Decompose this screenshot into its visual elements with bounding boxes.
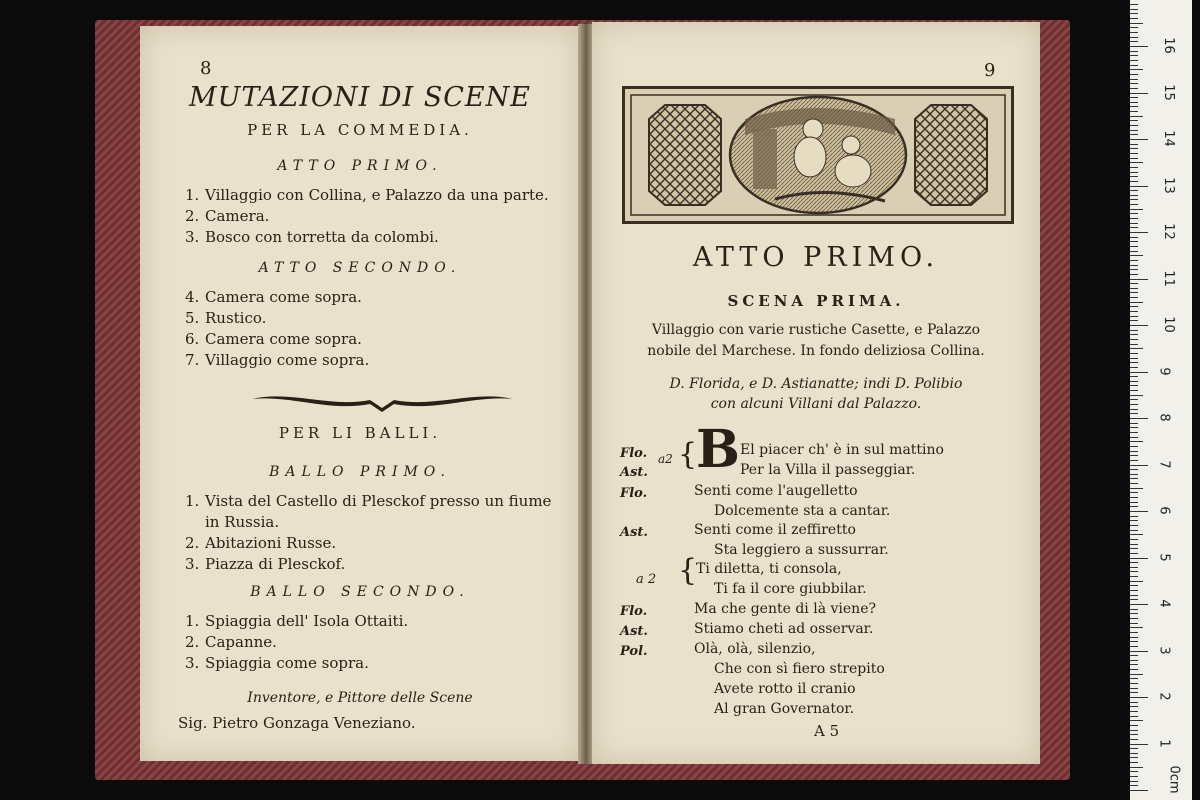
- ruler-tick: [1130, 716, 1138, 717]
- ruler-tick: [1130, 706, 1138, 707]
- ruler-tick: [1130, 37, 1138, 38]
- ruler-tick: [1130, 785, 1138, 786]
- credit-role: Inventore, e Pittore delle Scene: [247, 690, 473, 706]
- ruler-tick: [1130, 558, 1148, 559]
- ballo2-heading: BALLO SECONDO.: [250, 584, 470, 600]
- ruler-label: 14: [1160, 130, 1176, 147]
- list-item: 3. Spiaggia come sopra.: [185, 654, 369, 672]
- ruler-tick: [1130, 688, 1138, 689]
- ruler-tick: [1130, 265, 1138, 266]
- ruler-tick: [1130, 660, 1138, 661]
- page-number: 8: [200, 58, 212, 79]
- ruler-tick: [1130, 506, 1138, 507]
- ruler-label: 13: [1160, 176, 1176, 194]
- ruler-label: 15: [1160, 83, 1176, 101]
- verse-line: Ti diletta, ti consola,: [696, 561, 842, 577]
- ruler-tick: [1130, 41, 1138, 42]
- ruler-tick: [1130, 474, 1138, 475]
- ruler-tick: [1130, 744, 1148, 745]
- ruler-tick: [1130, 641, 1138, 642]
- ruler-tick: [1130, 186, 1148, 187]
- ruler-tick: [1130, 437, 1138, 438]
- ruler-tick: [1130, 102, 1138, 103]
- subtitle: PER LA COMMEDIA.: [247, 121, 473, 139]
- verse-line: Sta leggiero a sussurrar.: [714, 542, 889, 558]
- ruler-tick: [1130, 757, 1138, 758]
- ruler-label: 4: [1156, 599, 1172, 608]
- list-item: 6. Camera come sopra.: [185, 330, 362, 348]
- characters-line: con alcuni Villani dal Palazzo.: [710, 396, 922, 412]
- ruler-tick: [1130, 148, 1138, 149]
- ruler-tick: [1130, 4, 1138, 5]
- ruler-tick: [1130, 181, 1138, 182]
- speaker: Flo.: [620, 446, 648, 461]
- ruler-tick: [1130, 246, 1138, 247]
- ruler-tick: [1130, 176, 1138, 177]
- ruler-tick: [1130, 274, 1138, 275]
- ruler-tick: [1130, 646, 1138, 647]
- ruler-tick: [1130, 83, 1138, 84]
- ruler-tick: [1130, 465, 1148, 466]
- speaker: Ast.: [620, 525, 648, 540]
- ruler-tick: [1130, 525, 1138, 526]
- ruler-tick: [1130, 320, 1138, 321]
- left-page: [140, 26, 580, 761]
- ruler-tick: [1130, 669, 1138, 670]
- verse-line: Avete rotto il cranio: [714, 681, 856, 697]
- verse-line: Ma che gente di là viene?: [694, 601, 876, 617]
- credit-name: Sig. Pietro Gonzaga Veneziano.: [178, 714, 416, 732]
- characters-line: D. Florida, e D. Astianatte; indi D. Polibio: [669, 376, 963, 392]
- ruler-tick: [1130, 711, 1138, 712]
- ruler-tick: [1130, 623, 1138, 624]
- list-item: 1. Spiaggia dell' Isola Ottaiti.: [185, 612, 409, 630]
- ruler-tick: [1130, 590, 1138, 591]
- ruler-tick: [1130, 144, 1138, 145]
- ruler-tick: [1130, 776, 1138, 777]
- list-item: 1. Villaggio con Collina, e Palazzo da una parte.: [185, 186, 549, 204]
- ruler-label: 12: [1160, 223, 1176, 240]
- verse-line: Stiamo cheti ad osservar.: [694, 621, 874, 637]
- ruler-tick: [1130, 339, 1138, 340]
- ruler-tick: [1130, 334, 1138, 335]
- ruler-tick: [1130, 162, 1143, 163]
- page-number: 9: [984, 60, 996, 81]
- ornament-divider: [250, 386, 515, 412]
- ruler-tick: [1130, 544, 1138, 545]
- ruler-tick: [1130, 781, 1138, 782]
- speaker: Pol.: [620, 644, 648, 659]
- ruler-tick: [1130, 460, 1138, 461]
- ruler-tick: [1130, 418, 1148, 419]
- ruler-tick: [1130, 381, 1138, 382]
- verse-line: Per la Villa il passeggiar.: [740, 462, 916, 478]
- ruler-tick: [1130, 32, 1138, 33]
- brace-icon: {: [678, 553, 698, 588]
- ruler-tick: [1130, 153, 1138, 154]
- ruler-tick: [1130, 376, 1138, 377]
- ruler-label: 9: [1156, 366, 1172, 376]
- ruler-tick: [1130, 451, 1138, 452]
- verse-line: Al gran Governator.: [714, 701, 855, 717]
- ruler-tick: [1130, 441, 1143, 442]
- ruler-tick: [1130, 404, 1138, 405]
- ruler-tick: [1130, 344, 1138, 345]
- ruler-tick: [1130, 51, 1138, 52]
- ruler-tick: [1130, 516, 1138, 517]
- ruler-tick: [1130, 297, 1138, 298]
- ruler-tick: [1130, 213, 1138, 214]
- ruler-tick: [1130, 199, 1138, 200]
- ruler-tick: [1130, 269, 1138, 270]
- ruler-tick: [1130, 409, 1138, 410]
- list-item: in Russia.: [205, 513, 280, 531]
- ruler-tick: [1130, 23, 1143, 24]
- speaker: a 2: [636, 572, 657, 587]
- ruler-tick: [1130, 292, 1138, 293]
- ruler-tick: [1130, 702, 1138, 703]
- ruler-tick: [1130, 423, 1138, 424]
- verse-line: Senti come il zeffiretto: [694, 522, 856, 538]
- signature-mark: A 5: [814, 722, 840, 740]
- ruler-tick: [1130, 585, 1138, 586]
- ruler-label: 5: [1156, 552, 1172, 562]
- ruler-tick: [1130, 209, 1143, 210]
- list-item: 1. Vista del Castello di Plesckof presso un fiume: [185, 492, 552, 510]
- ruler-tick: [1130, 488, 1143, 489]
- ruler-tick: [1130, 353, 1138, 354]
- page-title: MUTAZIONI DI SCENE: [189, 82, 531, 113]
- ruler-tick: [1130, 65, 1138, 66]
- ruler-tick: [1130, 678, 1138, 679]
- ruler-tick: [1130, 223, 1138, 224]
- brace-icon: {: [678, 437, 698, 472]
- ruler-tick: [1130, 627, 1143, 628]
- ruler-tick: [1130, 55, 1138, 56]
- list-item: 3. Bosco con torretta da colombi.: [185, 228, 439, 246]
- verse-line: Olà, olà, silenzio,: [694, 641, 816, 657]
- ruler-tick: [1130, 767, 1143, 768]
- ruler-tick: [1130, 530, 1138, 531]
- ruler-tick: [1130, 553, 1138, 554]
- ruler-tick: [1130, 534, 1143, 535]
- ruler-tick: [1130, 93, 1148, 94]
- ruler-tick: [1130, 762, 1138, 763]
- ruler-tick: [1130, 618, 1138, 619]
- ruler-tick: [1130, 251, 1138, 252]
- ruler-tick: [1130, 241, 1138, 242]
- setting-line: nobile del Marchese. In fondo deliziosa Collina.: [647, 343, 985, 359]
- measuring-ruler: [1130, 0, 1192, 800]
- ruler-tick: [1130, 576, 1138, 577]
- ruler-tick: [1130, 362, 1138, 363]
- ruler-tick: [1130, 599, 1138, 600]
- setting-line: Villaggio con varie rustiche Casette, e Palazzo: [651, 322, 981, 338]
- ruler-label: 11: [1160, 269, 1176, 287]
- ruler-tick: [1130, 581, 1143, 582]
- ruler-tick: [1130, 651, 1148, 652]
- speaker: Flo.: [620, 604, 648, 619]
- ruler-tick: [1130, 190, 1138, 191]
- list-item: 2. Abitazioni Russe.: [185, 534, 337, 552]
- ruler-tick: [1130, 478, 1138, 479]
- ruler-tick: [1130, 325, 1148, 326]
- ruler-tick: [1130, 446, 1138, 447]
- verse-line: Dolcemente sta a cantar.: [714, 503, 891, 519]
- ruler-tick: [1130, 655, 1138, 656]
- ruler-tick: [1130, 604, 1148, 605]
- list-item: 3. Piazza di Plesckof.: [185, 555, 346, 573]
- ruler-tick: [1130, 385, 1138, 386]
- ruler-tick: [1130, 637, 1138, 638]
- ruler-tick: [1130, 753, 1138, 754]
- speaker: Ast.: [620, 624, 648, 639]
- ruler-tick: [1130, 139, 1148, 140]
- ruler-tick: [1130, 697, 1148, 698]
- ruler-label: 10: [1160, 316, 1176, 333]
- ruler-tick: [1130, 571, 1138, 572]
- ruler-tick: [1130, 260, 1138, 261]
- balli-heading: PER LI BALLI.: [278, 424, 442, 442]
- ruler-tick: [1130, 720, 1143, 721]
- ruler-tick: [1130, 134, 1138, 135]
- ruler-tick: [1130, 562, 1138, 563]
- act-title: ATTO PRIMO.: [692, 242, 940, 273]
- ruler-tick: [1130, 520, 1138, 521]
- ruler-tick: [1130, 227, 1138, 228]
- ruler-tick: [1130, 106, 1138, 107]
- act2-heading: ATTO SECONDO.: [258, 260, 462, 276]
- drop-cap: B: [696, 419, 740, 480]
- ruler-tick: [1130, 395, 1143, 396]
- ballo1-heading: BALLO PRIMO.: [269, 464, 451, 480]
- ruler-tick: [1130, 372, 1148, 373]
- ruler-tick: [1130, 469, 1138, 470]
- ruler-label: 7: [1156, 459, 1172, 469]
- ruler-tick: [1130, 288, 1138, 289]
- ruler-label: 2: [1156, 692, 1172, 701]
- ruler-tick: [1130, 692, 1138, 693]
- ruler-tick: [1130, 27, 1138, 28]
- ruler-tick: [1130, 69, 1143, 70]
- ruler-tick: [1130, 120, 1138, 121]
- ruler-tick: [1130, 158, 1138, 159]
- ruler-tick: [1130, 9, 1138, 10]
- verse-line: Che con sì fiero strepito: [714, 661, 885, 677]
- ruler-tick: [1130, 88, 1138, 89]
- ruler-tick: [1130, 311, 1138, 312]
- ruler-tick: [1130, 167, 1138, 168]
- ruler-tick: [1130, 492, 1138, 493]
- ruler-tick: [1130, 279, 1148, 280]
- ruler-tick: [1130, 46, 1148, 47]
- ruler-tick: [1130, 237, 1138, 238]
- list-item: 2. Camera.: [185, 207, 270, 225]
- ruler-tick: [1130, 748, 1138, 749]
- ruler-label: 16: [1160, 37, 1176, 54]
- ruler-tick: [1130, 483, 1138, 484]
- verse-line: Senti come l'augelletto: [694, 483, 858, 499]
- ruler-tick: [1130, 511, 1148, 512]
- ruler-tick: [1130, 204, 1138, 205]
- verse-line: El piacer ch' è in sul mattino: [740, 442, 944, 458]
- ruler-tick: [1130, 172, 1138, 173]
- scene-heading: SCENA PRIMA.: [727, 292, 905, 310]
- right-page-text: [592, 0, 1040, 800]
- act1-heading: ATTO PRIMO.: [277, 158, 443, 174]
- list-item: 7. Villaggio come sopra.: [185, 351, 370, 369]
- ruler-tick: [1130, 13, 1138, 14]
- ruler-label: 0cm: [1166, 765, 1182, 794]
- ruler-tick: [1130, 330, 1138, 331]
- ruler-tick: [1130, 739, 1138, 740]
- ruler-tick: [1130, 664, 1138, 665]
- list-item: 2. Capanne.: [185, 633, 277, 651]
- ruler-tick: [1130, 502, 1138, 503]
- ruler-tick: [1130, 427, 1138, 428]
- list-item: 5. Rustico.: [185, 309, 267, 327]
- ruler-tick: [1130, 306, 1138, 307]
- ruler-tick: [1130, 609, 1138, 610]
- speaker: Ast.: [620, 465, 648, 480]
- ruler-tick: [1130, 771, 1138, 772]
- ruler-tick: [1130, 255, 1143, 256]
- ruler-tick: [1130, 399, 1138, 400]
- ruler-tick: [1130, 390, 1138, 391]
- ruler-tick: [1130, 302, 1143, 303]
- ruler-label: 8: [1156, 413, 1172, 422]
- ruler-tick: [1130, 125, 1138, 126]
- ruler-tick: [1130, 348, 1143, 349]
- ruler-tick: [1130, 790, 1148, 791]
- ruler-tick: [1130, 730, 1138, 731]
- ruler-tick: [1130, 613, 1138, 614]
- ruler-tick: [1130, 413, 1138, 414]
- list-item: 4. Camera come sopra.: [185, 288, 362, 306]
- ruler-tick: [1130, 683, 1138, 684]
- ruler-tick: [1130, 60, 1138, 61]
- ruler-tick: [1130, 734, 1138, 735]
- ruler-tick: [1130, 674, 1143, 675]
- ruler-tick: [1130, 725, 1138, 726]
- ruler-tick: [1130, 218, 1138, 219]
- ruler-tick: [1130, 111, 1138, 112]
- ruler-tick: [1130, 548, 1138, 549]
- ruler-label: 3: [1156, 645, 1172, 655]
- a2-label: a2: [658, 452, 673, 466]
- ruler-tick: [1130, 539, 1138, 540]
- ruler-tick: [1130, 232, 1148, 233]
- ruler-tick: [1130, 432, 1138, 433]
- ruler-tick: [1130, 367, 1138, 368]
- ruler-tick: [1130, 195, 1138, 196]
- ruler-tick: [1130, 283, 1138, 284]
- ruler-tick: [1130, 116, 1143, 117]
- ruler-tick: [1130, 97, 1138, 98]
- ruler-tick: [1130, 18, 1138, 19]
- ruler-label: 6: [1156, 506, 1172, 515]
- ruler-tick: [1130, 79, 1138, 80]
- ruler-tick: [1130, 316, 1138, 317]
- speaker: Flo.: [620, 486, 648, 501]
- ruler-tick: [1130, 455, 1138, 456]
- ruler-label: 1: [1156, 738, 1172, 748]
- ruler-tick: [1130, 358, 1138, 359]
- ruler-tick: [1130, 595, 1138, 596]
- ruler-tick: [1130, 74, 1138, 75]
- ruler-tick: [1130, 497, 1138, 498]
- ruler-tick: [1130, 632, 1138, 633]
- ruler-tick: [1130, 130, 1138, 131]
- ruler-tick: [1130, 567, 1138, 568]
- verse-line: Ti fa il core giubbilar.: [714, 581, 867, 597]
